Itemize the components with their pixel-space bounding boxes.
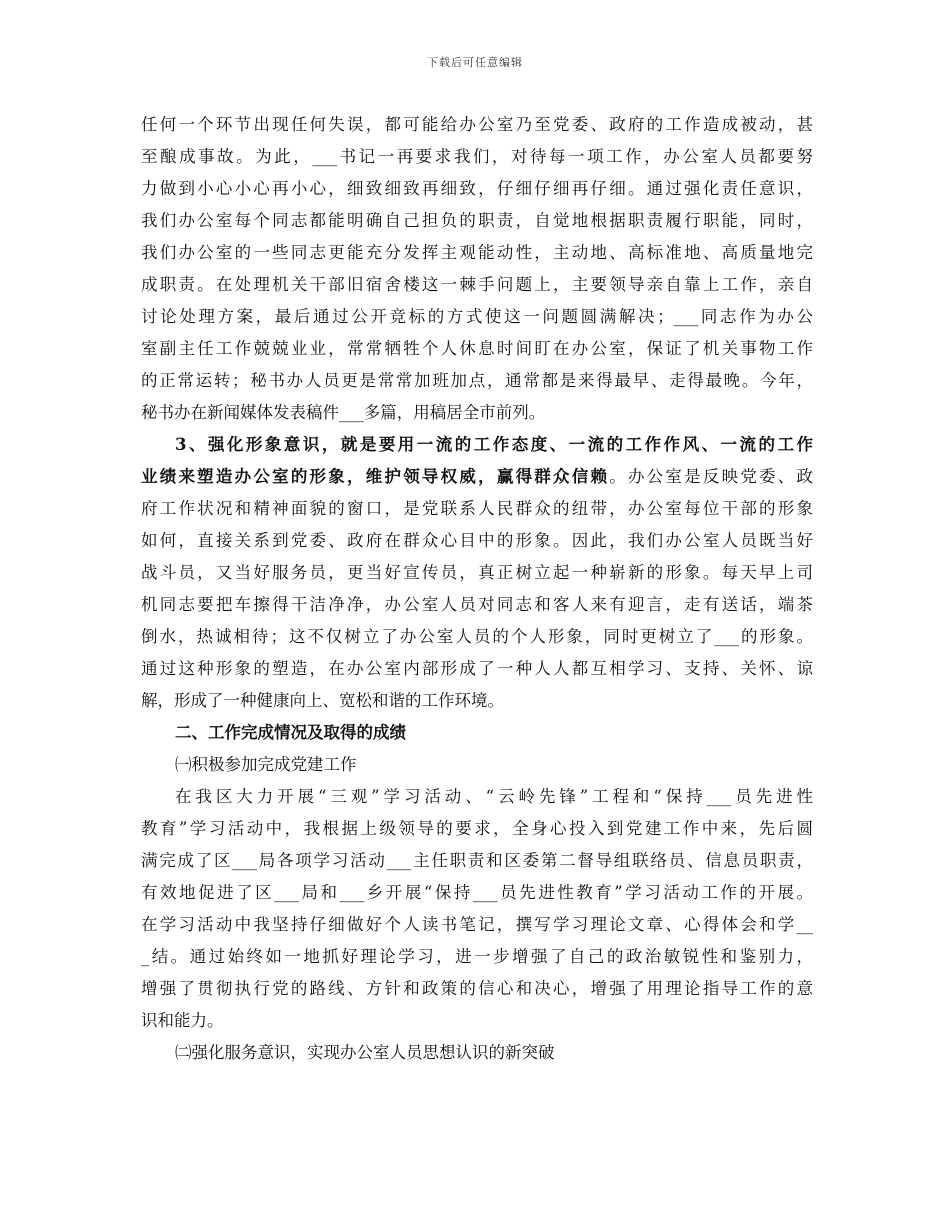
document-body bbox=[141, 109, 813, 1069]
text-line: 至酿成事故。为此，___书记一再要求我们，对待每一项工作，办公室人员都要努 bbox=[141, 147, 813, 166]
section-heading-image: 3、强化形象意识，就是要用一流的工作态度、一流的工作作风、一流的工作 bbox=[175, 435, 813, 454]
text-line: 成职责。在处理机关干部旧宿舍楼这一棘手问题上，主要领导亲自靠上工作，亲自 bbox=[141, 275, 813, 294]
text-line: 我们办公室的一些同志更能充分发挥主观能动性，主动地、高标准地、高质量地完 bbox=[141, 243, 813, 262]
page-header: 下载后可任意编辑 bbox=[427, 56, 523, 69]
text-line: 我们办公室每个同志都能明确自己担负的职责，自觉地根据职责履行职能，同时， bbox=[141, 211, 813, 230]
text-line: _结。通过始终如一地抓好理论学习，进一步增强了自己的政治敏锐性和鉴别力， bbox=[141, 947, 813, 966]
text-line: 如何，直接关系到党委、政府在群众心目中的形象。因此，我们办公室人员既当好 bbox=[141, 531, 813, 550]
text-line: 在学习活动中我坚持仔细做好个人读书笔记，撰写学习理论文章、心得体会和学__ bbox=[141, 915, 813, 934]
text-line: 的正常运转；秘书办人员更是常常加班加点，通常都是来得最早、走得最晚。今年， bbox=[141, 371, 813, 390]
text-line: 讨论处理方案，最后通过公开竞标的方式使这一问题圆满解决；___同志作为办公 bbox=[141, 307, 813, 326]
text-line: 满完成了区___局各项学习活动___主任职责和区委第二督导组联络员、信息员职责， bbox=[141, 851, 813, 870]
text-line-mixed bbox=[141, 461, 813, 493]
text-line: 有效地促进了区___局和___乡开展“保持___员先进性教育”学习活动工作的开展。 bbox=[141, 883, 813, 902]
section-heading-results: 二、工作完成情况及取得的成绩 bbox=[175, 723, 406, 742]
text-line: 战斗员，又当好服务员，更当好宣传员，真正树立起一种崭新的形象。每天早上司 bbox=[141, 563, 813, 582]
subsection-heading-service: ㈡强化服务意识，实现办公室人员思想认识的新突破 bbox=[175, 1043, 555, 1062]
text-line: 力做到小心小心再小心，细致细致再细致，仔细仔细再仔细。通过强化责任意识， bbox=[141, 179, 813, 198]
text-line: 室副主任工作兢兢业业，常常牺牲个人休息时间盯在办公室，保证了机关事物工作 bbox=[141, 339, 813, 358]
text-line: 在我区大力开展“三观”学习活动、“云岭先锋”工程和“保持___员先进性 bbox=[175, 787, 813, 806]
subsection-heading-party: ㈠积极参加完成党建工作 bbox=[175, 755, 357, 774]
text-line: 府工作状况和精神面貌的窗口，是党联系人民群众的纽带，办公室每位干部的形象 bbox=[141, 499, 813, 518]
text-line: 秘书办在新闻媒体发表稿件___多篇，用稿居全市前列。 bbox=[141, 403, 546, 422]
text-line: 教育”学习活动中，我根据上级领导的要求，全身心投入到党建工作中来，先后圆 bbox=[141, 819, 813, 838]
text-line: 识和能力。 bbox=[141, 1011, 224, 1030]
text-line: 机同志要把车擦得干洁净净，办公室人员对同志和客人来有迎言，走有送话，端茶 bbox=[141, 595, 813, 614]
normal-span: 。办公室是反映党委、政 bbox=[609, 467, 813, 486]
text-line: 倒水，热诚相待；这不仅树立了办公室人员的个人形象，同时更树立了___的形象。 bbox=[141, 627, 813, 646]
text-line: 增强了贯彻执行党的路线、方针和政策的信心和决心，增强了用理论指导工作的意 bbox=[141, 979, 813, 998]
text-line: 通过这种形象的塑造，在办公室内部形成了一种人人都互相学习、支持、关怀、谅 bbox=[141, 659, 813, 678]
bold-span: 业绩来塑造办公室的形象，维护领导权威，赢得群众信赖 bbox=[141, 467, 610, 486]
text-line: 任何一个环节出现任何失误，都可能给办公室乃至党委、政府的工作造成被动，甚 bbox=[141, 115, 813, 134]
text-line: 解，形成了一种健康向上、宽松和谐的工作环境。 bbox=[141, 691, 504, 710]
